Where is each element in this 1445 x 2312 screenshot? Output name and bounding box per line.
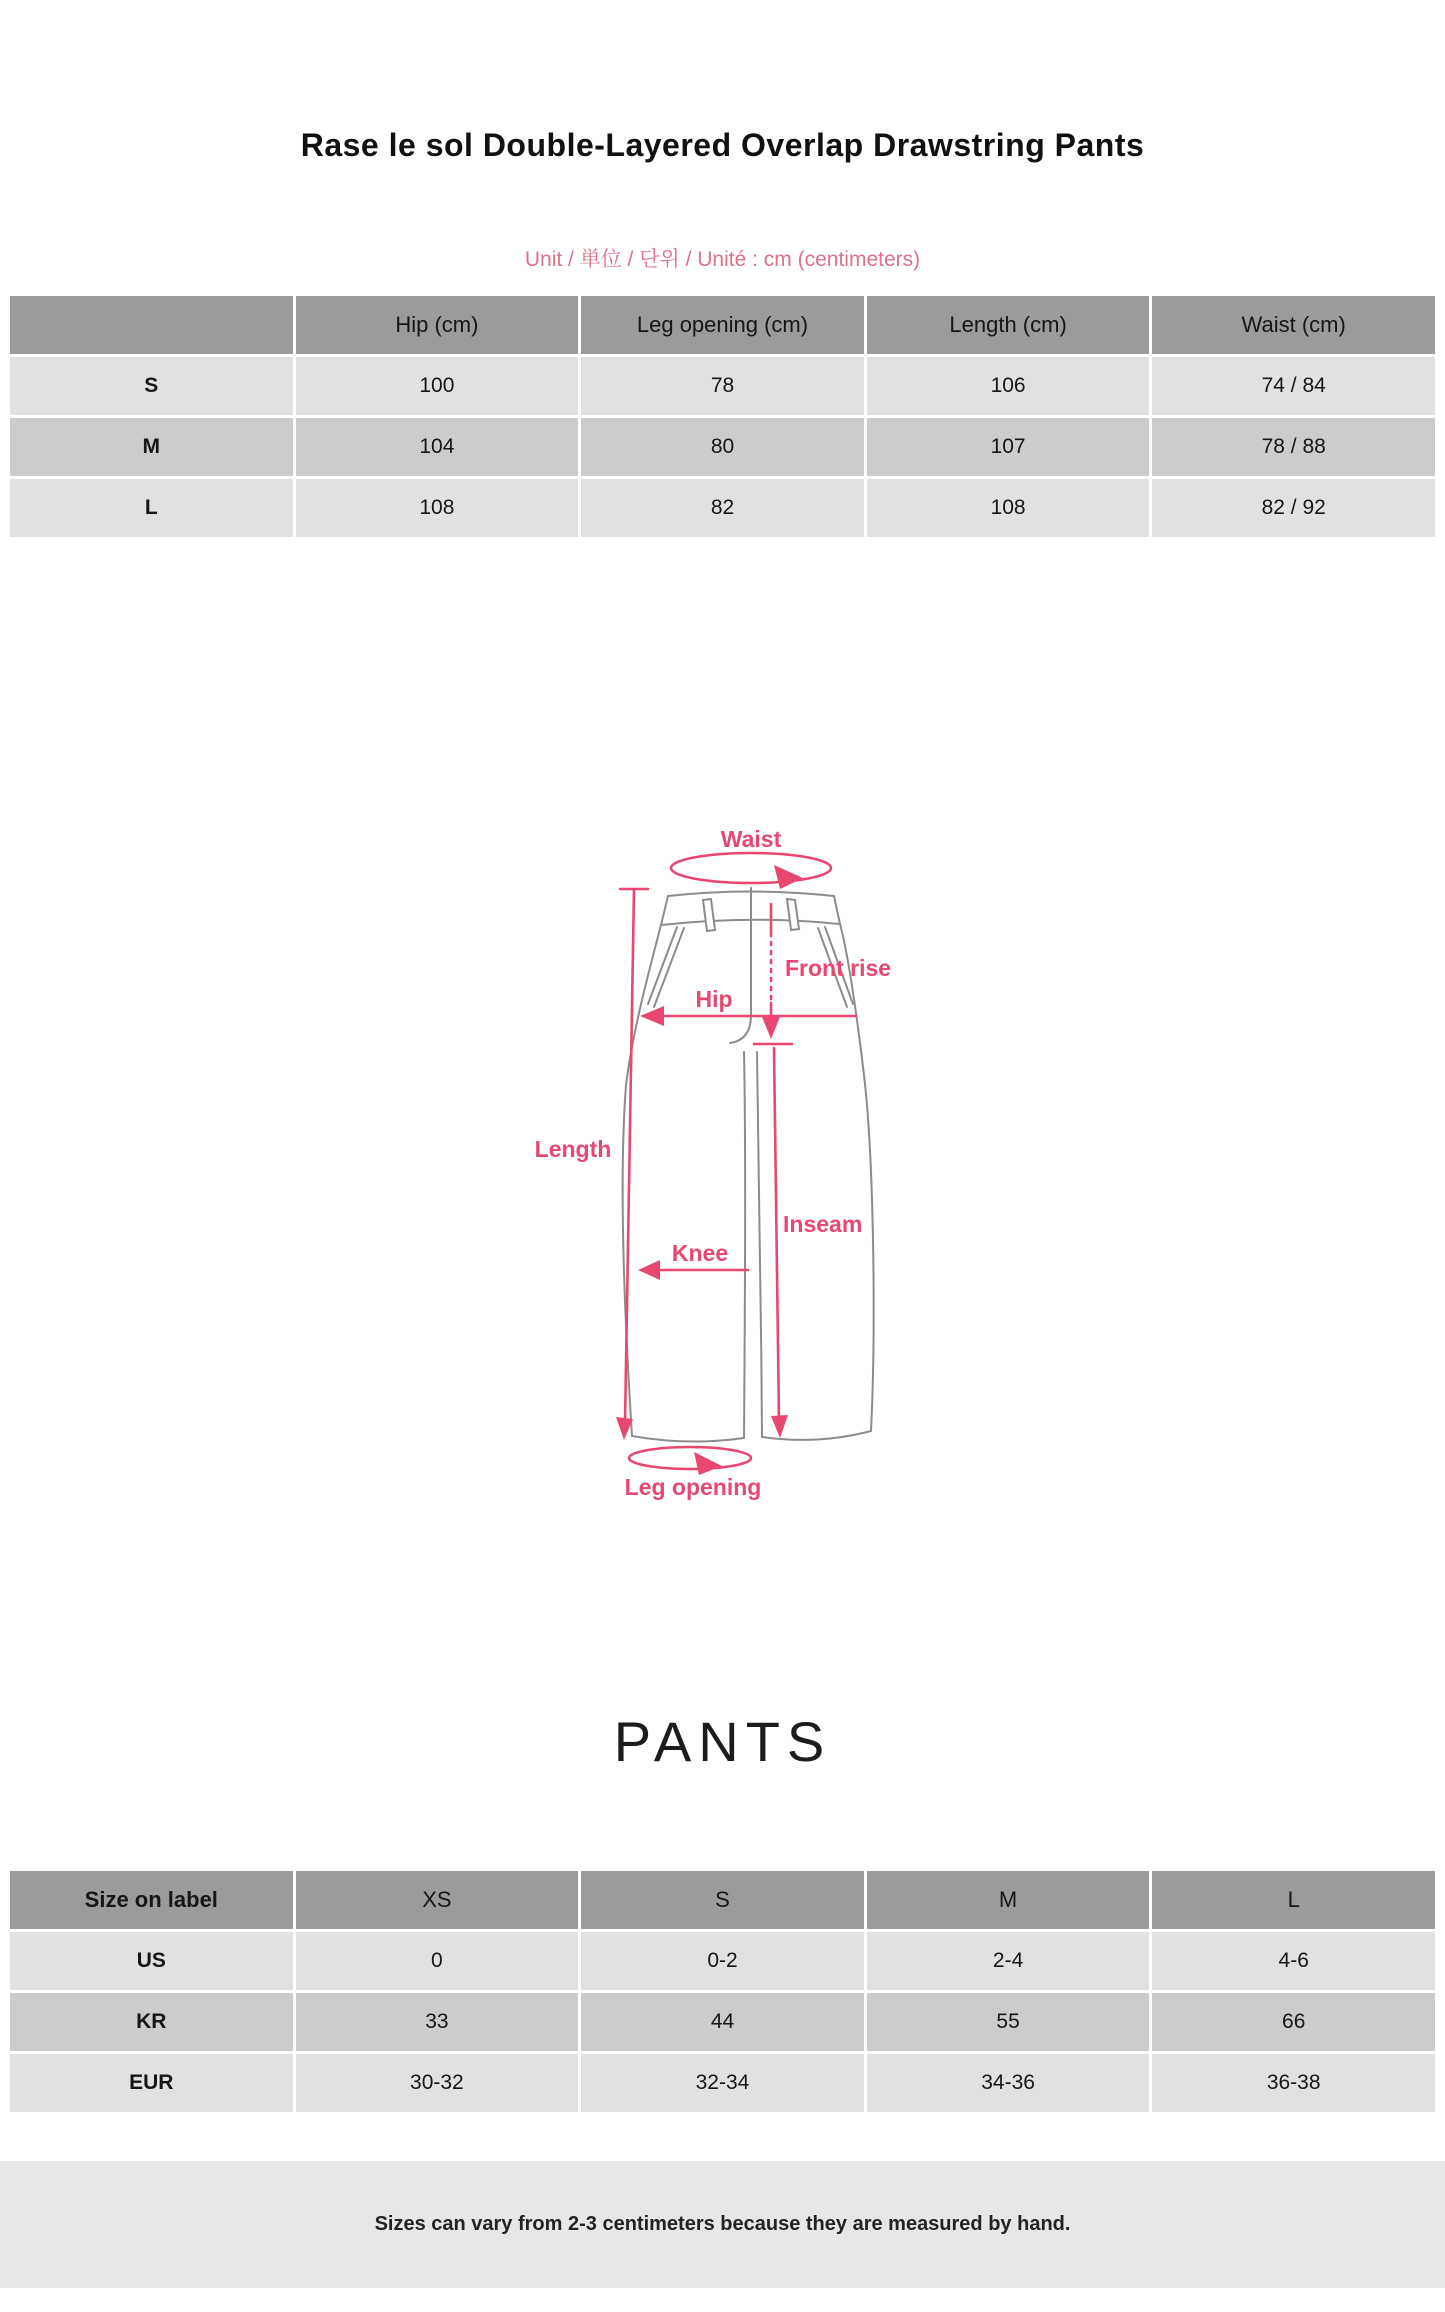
leg-opening-arrowhead xyxy=(694,1452,722,1475)
cell-l-hip: 108 xyxy=(296,479,579,537)
front-rise-label: Front rise xyxy=(784,955,891,981)
cell-us-s: 0-2 xyxy=(581,1932,864,1990)
cell-m-waist: 78 / 88 xyxy=(1152,418,1435,476)
size-conversion-table xyxy=(10,1871,1435,2112)
inseam-label: Inseam xyxy=(782,1211,862,1237)
length-arrowhead xyxy=(616,1417,633,1440)
cell-s-waist: 74 / 84 xyxy=(1152,357,1435,415)
measurement-table-header-empty xyxy=(10,296,293,354)
cell-s-length: 106 xyxy=(867,357,1150,415)
cell-kr-s: 44 xyxy=(581,1993,864,2051)
belt-loop-right xyxy=(787,899,799,930)
cell-eur-m: 34-36 xyxy=(867,2054,1150,2112)
cell-l-waist: 82 / 92 xyxy=(1152,479,1435,537)
cell-m-length: 107 xyxy=(867,418,1150,476)
waist-arrowhead xyxy=(774,865,803,889)
conversion-header-xs: XS xyxy=(296,1871,579,1929)
cell-kr-l: 66 xyxy=(1152,1993,1435,2051)
cell-s-hip: 100 xyxy=(296,357,579,415)
cell-us-xs: 0 xyxy=(296,1932,579,1990)
row-label-us: US xyxy=(10,1932,293,1990)
page-title: Rase le sol Double-Layered Overlap Drawstring Pants xyxy=(300,127,1145,163)
cell-m-leg-opening: 80 xyxy=(581,418,864,476)
measurement-table xyxy=(10,296,1435,537)
cell-s-leg-opening: 78 xyxy=(581,357,864,415)
cell-l-length: 108 xyxy=(867,479,1150,537)
cell-eur-l: 36-38 xyxy=(1152,2054,1435,2112)
pants-diagram-svg xyxy=(508,815,938,1515)
cell-m-hip: 104 xyxy=(296,418,579,476)
row-label-s: S xyxy=(10,357,293,415)
leg-opening-arrow-ellipse xyxy=(629,1447,751,1469)
row-label-m: M xyxy=(10,418,293,476)
footer-note: Sizes can vary from 2-3 centimeters because they are measured by hand. xyxy=(374,2213,1071,2235)
length-label: Length xyxy=(534,1136,611,1162)
conversion-header-size-on-label: Size on label xyxy=(10,1871,293,1929)
cell-l-leg-opening: 82 xyxy=(581,479,864,537)
cell-eur-s: 32-34 xyxy=(581,2054,864,2112)
cell-us-l: 4-6 xyxy=(1152,1932,1435,1990)
hip-arrowhead xyxy=(640,1006,664,1026)
inseam-arrowhead xyxy=(771,1415,788,1438)
hip-label: Hip xyxy=(694,986,733,1012)
cell-kr-xs: 33 xyxy=(296,1993,579,2051)
conversion-header-l: L xyxy=(1152,1871,1435,1929)
cell-us-m: 2-4 xyxy=(867,1932,1150,1990)
measurement-table-header-leg-opening: Leg opening (cm) xyxy=(581,296,864,354)
conversion-header-m: M xyxy=(867,1871,1150,1929)
knee-arrowhead xyxy=(638,1260,660,1280)
row-label-eur: EUR xyxy=(10,2054,293,2112)
cell-kr-m: 55 xyxy=(867,1993,1150,2051)
unit-note: Unit / 単位 / 단위 / Unité : cm (centimeters) xyxy=(524,248,921,271)
row-label-l: L xyxy=(10,479,293,537)
front-rise-arrowhead xyxy=(762,1017,780,1039)
pants-measurement-diagram xyxy=(0,815,1445,1515)
measurement-table-header-waist: Waist (cm) xyxy=(1152,296,1435,354)
waist-label: Waist xyxy=(720,826,781,852)
measurement-table-header-hip: Hip (cm) xyxy=(296,296,579,354)
section-heading-pants: PANTS xyxy=(613,1710,832,1773)
knee-label: Knee xyxy=(671,1240,728,1266)
waist-arrow-ellipse xyxy=(671,853,831,883)
conversion-header-s: S xyxy=(581,1871,864,1929)
belt-loop-left xyxy=(703,899,715,931)
leg-opening-label: Leg opening xyxy=(624,1474,761,1500)
footer-note-band xyxy=(0,2161,1445,2288)
measurement-table-header-length: Length (cm) xyxy=(867,296,1150,354)
cell-eur-xs: 30-32 xyxy=(296,2054,579,2112)
row-label-kr: KR xyxy=(10,1993,293,2051)
